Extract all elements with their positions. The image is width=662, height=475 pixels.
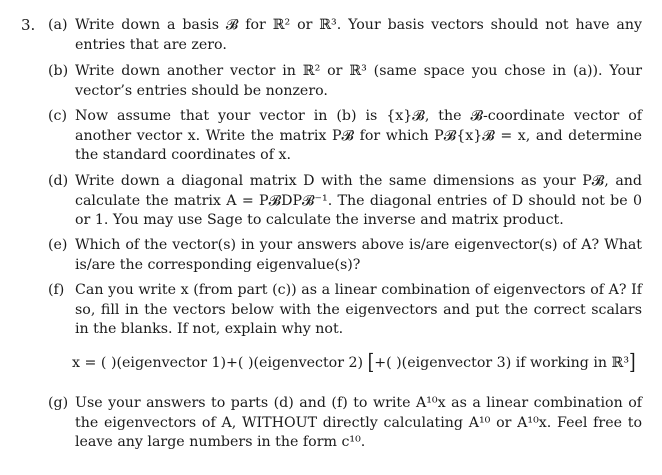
equation-term-3: +( )(eigenvector 3) if working in ℝ³ (374, 355, 630, 371)
part-label: (g) (48, 395, 69, 411)
part-g (48, 394, 642, 453)
part-text: Write down a basis 𝓑 for ℝ² or ℝ³. Your basis vectors should not have any entries that are zero. (75, 17, 642, 53)
problem-number: 3. (21, 16, 36, 34)
part-a (48, 16, 642, 55)
part-d (48, 172, 642, 231)
equation-lhs: x = ( (72, 355, 107, 371)
eigenvector-combination-equation (72, 350, 636, 376)
part-label: (c) (48, 108, 68, 124)
part-e (48, 236, 642, 275)
part-text: Which of the vector(s) in your answers above is/are eigenvector(s) of A? What is/are the corresponding eigenvalue(s)? (75, 237, 642, 273)
equation-term-1: )(eigenvector 1)+( (110, 355, 244, 371)
part-label: (a) (48, 17, 68, 33)
part-text: Can you write x (from part (c)) as a linear combination of eigenvectors of A? If so, fill in the vectors below with the eigenvectors and put the correct scalars in the blanks. If not, explain why not. (75, 282, 642, 337)
part-text: Write down another vector in ℝ² or ℝ³ (same space you chose in (a)). Your vector’s entries should be nonzero. (75, 63, 642, 99)
part-f (48, 281, 642, 340)
open-bracket: [ (367, 350, 375, 376)
part-label: (d) (48, 173, 69, 189)
part-b (48, 62, 642, 101)
part-text: Use your answers to parts (d) and (f) to write A¹⁰x as a linear combination of the eigenvectors of A, WITHOUT directly calculating A¹⁰ or A¹⁰x. Feel free to leave any large numbers in the form c¹⁰. (75, 395, 642, 450)
equation-term-2: )(eigenvector 2) (247, 355, 364, 371)
part-label: (b) (48, 63, 69, 79)
part-text: Write down a diagonal matrix D with the same dimensions as your P𝓑, and calculate the matrix A = P𝓑DP𝓑⁻¹. The diagonal entries of D should not be 0 or 1. You may use Sage to calculate the inverse and matrix product. (75, 173, 642, 228)
part-c (48, 107, 642, 166)
close-bracket: ] (629, 350, 636, 376)
part-text: Now assume that your vector in (b) is {x}𝓑, the 𝓑-coordinate vector of another vector x. Write the matrix P𝓑 for which P𝓑{x}𝓑 = x, and determine the standard coordinates of x. (75, 108, 642, 163)
part-label: (e) (48, 237, 68, 253)
part-label: (f) (48, 282, 65, 298)
